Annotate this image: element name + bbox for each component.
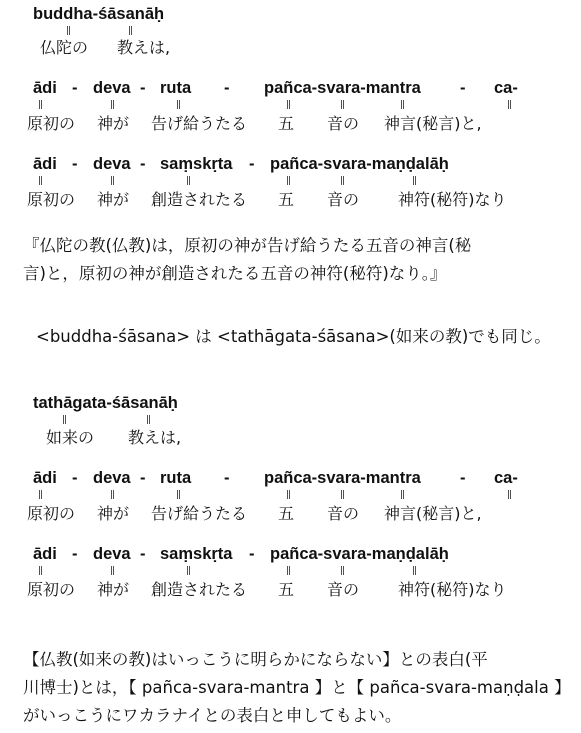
connector: || bbox=[186, 566, 191, 576]
connector: || bbox=[38, 566, 43, 576]
connector: || bbox=[340, 490, 345, 500]
connector: || bbox=[38, 490, 43, 500]
quote-line: 言)と，原初の神が創造されたる五音の神符(秘符)なり。』 bbox=[23, 264, 447, 283]
connector: || bbox=[286, 176, 291, 186]
head-romanized: tathāgata-śāsanāḥ bbox=[33, 394, 178, 412]
gloss-word: 神が bbox=[97, 190, 130, 209]
connector: || bbox=[176, 100, 181, 110]
connector: || bbox=[146, 415, 151, 425]
romanized-word: pañca-svara-mantra bbox=[264, 79, 421, 97]
connector: || bbox=[286, 566, 291, 576]
romanized-word: pañca-svara-maṇḍalāḥ bbox=[270, 545, 449, 563]
romanized-word: ādi bbox=[33, 545, 57, 563]
gloss-word: 創造されたる bbox=[151, 190, 248, 209]
romanized-word: deva bbox=[93, 79, 131, 97]
hyphen: - bbox=[140, 469, 146, 487]
connector: || bbox=[176, 490, 181, 500]
romanized-word: ruta bbox=[160, 469, 192, 487]
romanized-word: ruta bbox=[160, 79, 192, 97]
final-line: 川博士)とは，【 pañca-svara-mantra 】と【 pañca-svara-maṇḍala 】 bbox=[23, 678, 571, 697]
gloss-word: 神言(秘言)と, bbox=[384, 504, 482, 523]
romanized-word: ādi bbox=[33, 79, 57, 97]
hyphen: - bbox=[72, 469, 78, 487]
gloss-word: 原初の bbox=[27, 190, 76, 209]
connector: || bbox=[110, 176, 115, 186]
gloss-word: 原初の bbox=[27, 580, 76, 599]
head-gloss: 教えは, bbox=[128, 428, 182, 447]
gloss-word: 音の bbox=[327, 190, 360, 209]
romanized-word: saṃskṛta bbox=[160, 545, 233, 563]
connector: || bbox=[62, 415, 67, 425]
gloss-word: 創造されたる bbox=[151, 580, 248, 599]
connector: || bbox=[66, 26, 71, 36]
connector: || bbox=[38, 100, 43, 110]
gloss-word: 神言(秘言)と, bbox=[384, 114, 482, 133]
connector: || bbox=[340, 566, 345, 576]
connector: || bbox=[400, 490, 405, 500]
connector: || bbox=[38, 176, 43, 186]
head-gloss: 仏陀の bbox=[40, 38, 89, 57]
romanized-word: ādi bbox=[33, 155, 57, 173]
hyphen: - bbox=[72, 155, 78, 173]
hyphen: - bbox=[140, 79, 146, 97]
connector: || bbox=[400, 100, 405, 110]
romanized-word: deva bbox=[93, 545, 131, 563]
hyphen: - bbox=[224, 79, 230, 97]
gloss-word: 神が bbox=[97, 580, 130, 599]
final-line: がいっこうにワカラナイとの表白と申してもよい。 bbox=[23, 706, 402, 725]
hyphen: - bbox=[460, 469, 466, 487]
connector: || bbox=[128, 26, 133, 36]
gloss-word: 五 bbox=[278, 504, 295, 523]
note-line: <buddha-śāsana> は <tathāgata-śāsana>(如来の教)でも同じ。 bbox=[36, 327, 551, 346]
head-gloss: 如来の bbox=[46, 428, 95, 447]
connector: || bbox=[507, 100, 512, 110]
romanized-word: ca- bbox=[494, 469, 518, 487]
hyphen: - bbox=[72, 545, 78, 563]
gloss-word: 神が bbox=[97, 504, 130, 523]
romanized-word: ca- bbox=[494, 79, 518, 97]
gloss-word: 原初の bbox=[27, 114, 76, 133]
connector: || bbox=[412, 176, 417, 186]
gloss-word: 五 bbox=[278, 580, 295, 599]
gloss-word: 告げ給うたる bbox=[151, 504, 248, 523]
head-romanized: buddha-śāsanāḥ bbox=[33, 5, 165, 23]
connector: || bbox=[286, 490, 291, 500]
connector: || bbox=[507, 490, 512, 500]
final-line: 【仏教(如来の教)はいっこうに明らかにならない】との表白(平 bbox=[23, 650, 488, 669]
romanized-word: deva bbox=[93, 155, 131, 173]
gloss-word: 音の bbox=[327, 580, 360, 599]
gloss-word: 音の bbox=[327, 504, 360, 523]
romanized-word: deva bbox=[93, 469, 131, 487]
hyphen: - bbox=[140, 155, 146, 173]
gloss-word: 五 bbox=[278, 190, 295, 209]
connector: || bbox=[186, 176, 191, 186]
hyphen: - bbox=[249, 545, 255, 563]
connector: || bbox=[340, 100, 345, 110]
romanized-word: pañca-svara-mantra bbox=[264, 469, 421, 487]
gloss-word: 音の bbox=[327, 114, 360, 133]
connector: || bbox=[110, 100, 115, 110]
connector: || bbox=[286, 100, 291, 110]
romanized-word: pañca-svara-maṇḍalāḥ bbox=[270, 155, 449, 173]
head-gloss: 教えは, bbox=[117, 38, 171, 57]
connector: || bbox=[412, 566, 417, 576]
gloss-word: 五 bbox=[278, 114, 295, 133]
romanized-word: saṃskṛta bbox=[160, 155, 233, 173]
gloss-word: 原初の bbox=[27, 504, 76, 523]
hyphen: - bbox=[140, 545, 146, 563]
romanized-word: ādi bbox=[33, 469, 57, 487]
gloss-word: 神符(秘符)なり bbox=[398, 190, 507, 209]
gloss-word: 告げ給うたる bbox=[151, 114, 248, 133]
gloss-word: 神が bbox=[97, 114, 130, 133]
connector: || bbox=[340, 176, 345, 186]
hyphen: - bbox=[460, 79, 466, 97]
connector: || bbox=[110, 490, 115, 500]
hyphen: - bbox=[72, 79, 78, 97]
connector: || bbox=[110, 566, 115, 576]
hyphen: - bbox=[249, 155, 255, 173]
quote-line: 『仏陀の教(仏教)は，原初の神が告げ給うたる五音の神言(秘 bbox=[23, 236, 472, 255]
hyphen: - bbox=[224, 469, 230, 487]
gloss-word: 神符(秘符)なり bbox=[398, 580, 507, 599]
